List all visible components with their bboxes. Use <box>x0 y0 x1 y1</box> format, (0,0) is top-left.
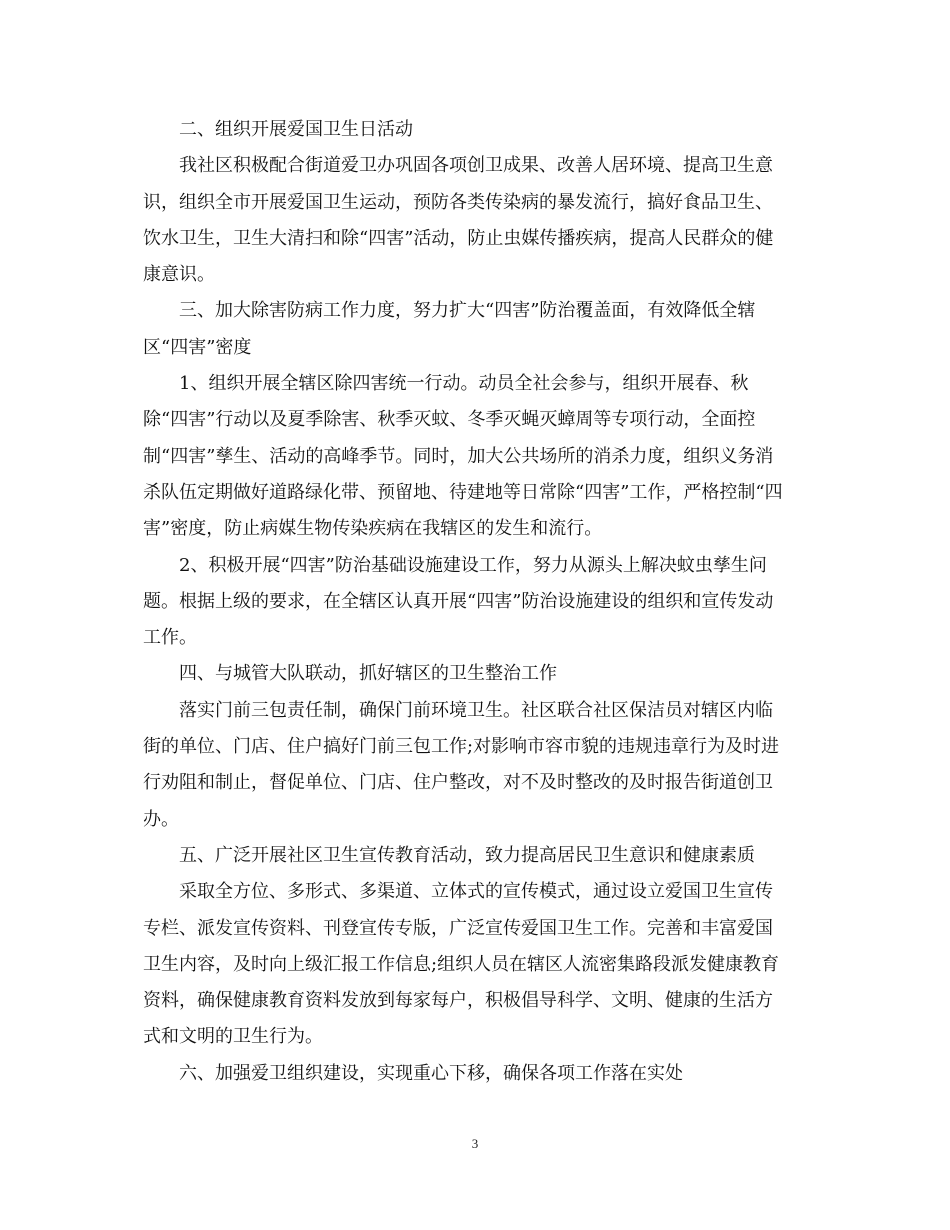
text-line: 2、积极开展“四害”防治基础设施建设工作，努力从源头上解决蚊虫孳生问 <box>179 554 767 576</box>
text-line: 制“四害”孳生、活动的高峰季节。同时，加大公共场所的消杀力度，组织义务消 <box>143 445 774 467</box>
section-heading-6 <box>143 1056 815 1092</box>
section-heading-3 <box>143 293 815 366</box>
section-heading-5 <box>143 838 815 874</box>
text-line: 五、广泛开展社区卫生宣传教育活动，致力提高居民卫生意识和健康素质 <box>179 844 755 866</box>
paragraph-pest-control-infrastructure <box>143 548 815 657</box>
paragraph-frontage-responsibility <box>143 693 815 838</box>
section-heading-4 <box>143 656 815 692</box>
paragraph-pest-control-action <box>143 366 815 547</box>
document-body <box>143 112 815 1092</box>
text-line: 工作。 <box>143 627 197 649</box>
text-line: 除“四害”行动以及夏季除害、秋季灭蚊、冬季灭蝇灭蟑周等专项行动，全面控 <box>143 409 756 431</box>
text-line: 采取全方位、多形式、多渠道、立体式的宣传模式，通过设立爱国卫生宣传 <box>179 881 773 903</box>
text-line: 行劝阻和制止，督促单位、门店、住户整改，对不及时整改的及时报告街道创卫 <box>143 772 773 794</box>
text-line: 识，组织全市开展爱国卫生运动，预防各类传染病的暴发流行，搞好食品卫生、 <box>143 191 773 213</box>
section-heading-2 <box>143 112 815 148</box>
text-line: 饮水卫生，卫生大清扫和除“四害”活动，防止虫媒传播疾病，提高人民群众的健 <box>143 227 774 249</box>
text-line: 二、组织开展爱国卫生日活动 <box>179 119 413 140</box>
text-line: 卫生内容，及时向上级汇报工作信息;组织人员在辖区人流密集路段派发健康教育 <box>143 953 780 975</box>
text-line: 办。 <box>143 808 179 830</box>
text-line: 资料，确保健康教育资料发放到每家每户，积极倡导科学、文明、健康的生活方 <box>143 990 773 1012</box>
text-line: 1、组织开展全辖区除四害统一行动。动员全社会参与，组织开展春、秋 <box>179 373 749 395</box>
paragraph-patriotic-health-day <box>143 148 815 293</box>
text-line: 六、加强爱卫组织建设，实现重心下移，确保各项工作落在实处 <box>179 1062 683 1084</box>
paragraph-health-publicity <box>143 874 815 1055</box>
text-line: 杀队伍定期做好道路绿化带、预留地、待建地等日常除“四害”工作，严格控制“四 <box>143 481 783 503</box>
text-line: 害”密度，防止病媒生物传染疾病在我辖区的发生和流行。 <box>143 518 603 540</box>
text-line: 三、加大除害防病工作力度，努力扩大“四害”防治覆盖面，有效降低全辖 <box>179 300 756 322</box>
text-line: 四、与城管大队联动，抓好辖区的卫生整治工作 <box>179 663 557 685</box>
page-number: 3 <box>471 1136 479 1151</box>
text-line: 区“四害”密度 <box>143 336 252 358</box>
text-line: 落实门前三包责任制，确保门前环境卫生。社区联合社区保洁员对辖区内临 <box>179 699 773 721</box>
text-line: 街的单位、门店、住户搞好门前三包工作;对影响市容市貌的违规违章行为及时进 <box>143 736 780 758</box>
text-line: 式和文明的卫生行为。 <box>143 1026 323 1048</box>
text-line: 题。根据上级的要求，在全辖区认真开展“四害”防治设施建设的组织和宣传发动 <box>143 590 774 612</box>
text-line: 专栏、派发宣传资料、刊登宣传专版，广泛宣传爱国卫生工作。完善和丰富爱国 <box>143 917 773 939</box>
text-line: 康意识。 <box>143 264 215 286</box>
text-line: 我社区积极配合街道爱卫办巩固各项创卫成果、改善人居环境、提高卫生意 <box>179 155 773 177</box>
